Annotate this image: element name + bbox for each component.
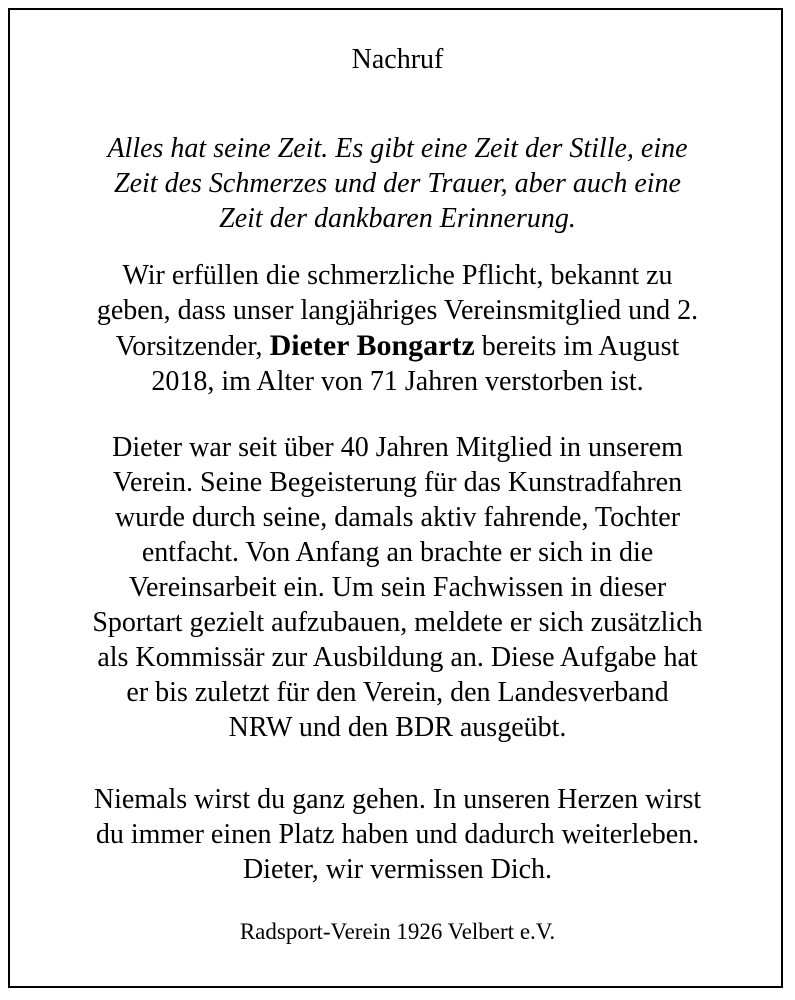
club-signature: Radsport-Verein 1926 Velbert e.V. (239, 919, 556, 944)
announcement-text: Vorsitzender, (115, 331, 263, 362)
biography-paragraph (0, 430, 795, 745)
biography-line: Verein. Seine Begeisterung für das Kunstradfahren (112, 467, 683, 498)
biography-line: entfacht. Von Anfang an brachte er sich in die (141, 537, 654, 568)
motto-quote (0, 131, 795, 236)
motto-line: Zeit des Schmerzes und der Trauer, aber auch eine (114, 168, 681, 199)
obituary-heading: Nachruf (351, 44, 444, 75)
motto-line: Alles hat seine Zeit. Es gibt eine Zeit der Stille, eine (107, 133, 688, 164)
farewell-line: du immer einen Platz haben und dadurch weiterleben. (95, 819, 700, 850)
announcement-line: Wir erfüllen die schmerzliche Pflicht, bekannt zu (122, 260, 673, 291)
announcement-text: bereits im August (481, 331, 680, 362)
farewell-line: Dieter, wir vermissen Dich. (242, 854, 553, 885)
deceased-name: Dieter Bongartz (269, 329, 475, 362)
announcement-line (0, 328, 795, 364)
motto-line: Zeit der dankbaren Erinnerung. (219, 203, 576, 234)
farewell-paragraph (0, 782, 795, 887)
biography-line: Dieter war seit über 40 Jahren Mitglied in unserem (112, 432, 683, 463)
biography-line: wurde durch seine, damals aktiv fahrende, Tochter (114, 502, 681, 533)
farewell-line: Niemals wirst du ganz gehen. In unseren Herzen wirst (93, 784, 702, 815)
biography-line: er bis zuletzt für den Verein, den Landesverband (126, 677, 669, 708)
biography-line: Sportart gezielt aufzubauen, meldete er sich zusätzlich (92, 607, 703, 638)
biography-line: als Kommissär zur Ausbildung an. Diese Aufgabe hat (97, 642, 698, 673)
death-announcement (0, 258, 795, 399)
biography-line: Vereinsarbeit ein. Um sein Fachwissen in dieser (128, 572, 667, 603)
announcement-line: 2018, im Alter von 71 Jahren verstorben ist. (151, 366, 644, 397)
announcement-line: geben, dass unser langjähriges Vereinsmitglied und 2. (96, 295, 699, 326)
biography-line: NRW und den BDR ausgeübt. (228, 712, 567, 743)
